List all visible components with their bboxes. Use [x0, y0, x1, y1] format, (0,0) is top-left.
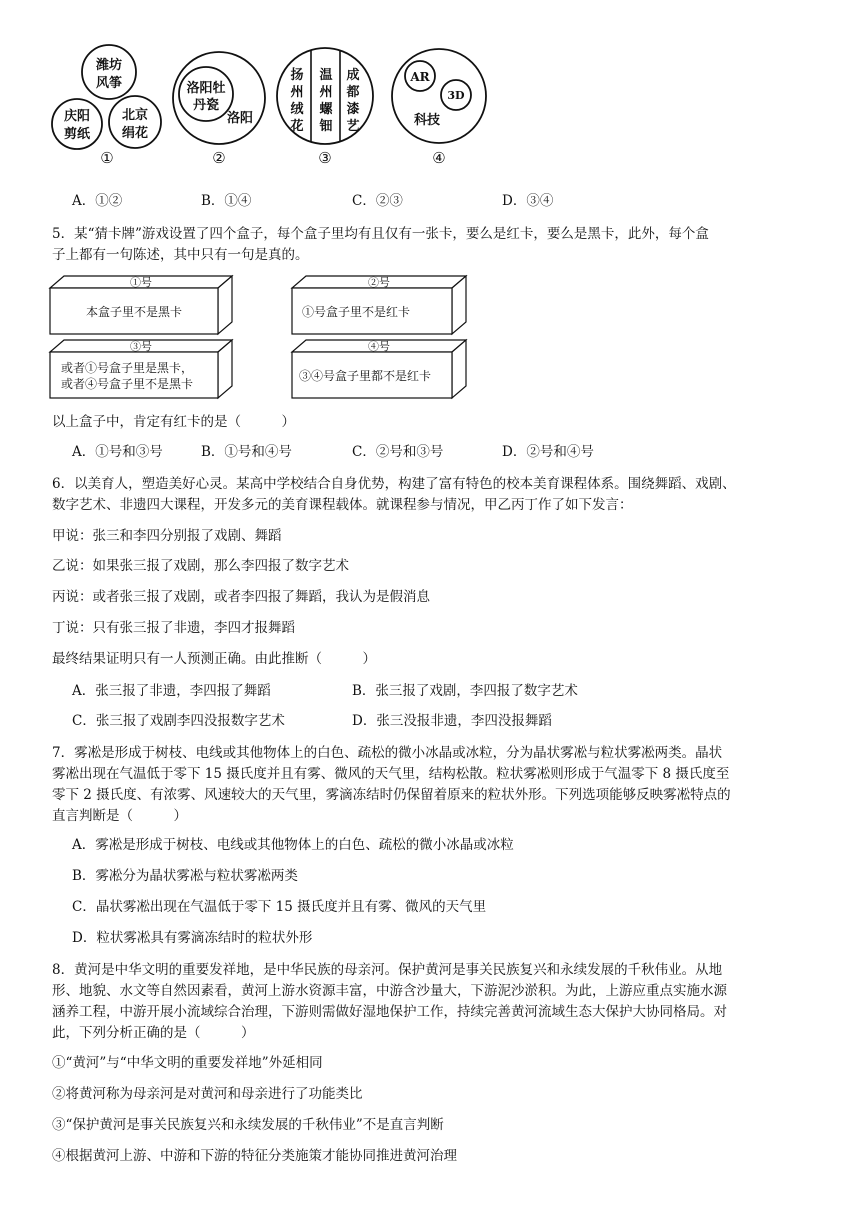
d4-ar: AR — [410, 70, 430, 84]
q8-stem-line-3: 涵养工程，中游开展小流域综合治理，下游则需做好湿地保护工作，持续完善黄河流域生态大保护大协同格局。对 — [52, 1004, 727, 1020]
q6-stem-line-2: 数字艺术、非遗四大课程，开发多元的美育课程载体。就课程参与情况，甲乙丙丁作了如下发言： — [52, 497, 633, 513]
d1-b-1: 庆阳 — [63, 109, 91, 124]
d4-3d: 3D — [447, 89, 465, 102]
q5-stem-line-1: 5．某“猜卡牌”游戏设置了四个盒子，每个盒子里均有且仅有一张卡，要么是红卡，要么是黑卡，此外，每个盒 — [52, 226, 709, 242]
d2-inner-2: 丹瓷 — [192, 98, 220, 113]
q5-option-a[interactable]: A．①号和③号 — [72, 444, 163, 460]
d1-a-1: 潍坊 — [95, 58, 123, 73]
diagram-1 — [52, 45, 161, 167]
box-2-number: ②号 — [368, 276, 390, 289]
d3-col3-2: 都 — [346, 85, 360, 100]
d3-col1-4: 花 — [290, 119, 304, 134]
q5-question: 以上盒子中，肯定有红卡的是（ ） — [52, 414, 295, 430]
diagram-2 — [173, 52, 265, 167]
q6-statement-yi: 乙说：如果张三报了戏剧，那么李四报了数字艺术 — [52, 558, 349, 574]
q6-option-b[interactable]: B．张三报了戏剧，李四报了数字艺术 — [352, 683, 578, 699]
d3-col2-1: 温 — [319, 68, 333, 83]
q5-box-figure — [0, 270, 860, 400]
box-1-text: 本盒子里不是黑卡 — [85, 305, 183, 319]
d1-b-2: 剪纸 — [63, 127, 91, 142]
q7-stem-line-3: 零下 2 摄氏度、有浓雾、风速较大的天气里，雾滴冻结时仍保留着原来的粒状外形。下列选项能够反映雾凇特点的 — [52, 787, 731, 803]
q6-statement-jia: 甲说：张三和李四分别报了戏剧、舞蹈 — [52, 528, 282, 544]
d3-col1-2: 州 — [290, 85, 304, 100]
q6-stem-line-1: 6．以美育人，塑造美好心灵。某高中学校结合自身优势，构建了富有特色的校本美育课程体系。围绕舞蹈、戏剧、 — [52, 476, 736, 492]
q4-option-c[interactable]: C．②③ — [352, 193, 403, 209]
box-3 — [50, 340, 232, 398]
d2-label: ② — [212, 149, 226, 167]
d3-col3-4: 艺 — [346, 119, 360, 134]
q8-item-2: ②将黄河称为母亲河是对黄河和母亲进行了功能类比 — [52, 1086, 363, 1102]
d1-c-2: 绢花 — [121, 126, 149, 141]
box-3-number: ③号 — [130, 340, 152, 353]
d2-inner-1: 洛阳牡 — [186, 81, 226, 96]
q5-option-d[interactable]: D．②号和④号 — [502, 444, 594, 460]
d4-label: ④ — [432, 149, 446, 167]
q5-option-c[interactable]: C．②号和③号 — [352, 444, 444, 460]
q4-option-d[interactable]: D．③④ — [502, 193, 554, 209]
q7-stem-line-1: 7．雾凇是形成于树枝、电线或其他物体上的白色、疏松的微小冰晶或冰粒，分为晶状雾凇与粒状雾凇两类。晶状 — [52, 745, 723, 761]
d3-col1-3: 绒 — [290, 102, 304, 117]
d3-col1-1: 扬 — [290, 68, 304, 83]
q8-item-1: ①“黄河”与“中华文明的重要发祥地”外延相同 — [52, 1055, 323, 1071]
q6-statement-bing: 丙说：或者张三报了戏剧，或者李四报了舞蹈，我认为是假消息 — [52, 589, 430, 605]
d3-col2-4: 钿 — [319, 119, 333, 134]
d3-col2-2: 州 — [319, 85, 333, 100]
q6-question: 最终结果证明只有一人预测正确。由此推断（ ） — [52, 651, 376, 667]
d3-col3-3: 漆 — [346, 102, 360, 117]
box-1 — [50, 276, 232, 334]
q7-option-a[interactable]: A．雾凇是形成于树枝、电线或其他物体上的白色、疏松的微小冰晶或冰粒 — [72, 837, 514, 853]
box-3-text-2: 或者④号盒子里不是黑卡 — [60, 377, 194, 391]
d3-label: ③ — [318, 149, 332, 167]
box-4-number: ④号 — [368, 340, 390, 353]
q8-stem-line-4: 此，下列分析正确的是（ ） — [52, 1025, 255, 1041]
box-4 — [292, 340, 466, 398]
box-1-number: ①号 — [130, 276, 152, 289]
diagram-3 — [277, 48, 373, 167]
q4-option-b[interactable]: B．①④ — [201, 193, 252, 209]
box-4-text: ③④号盒子里都不是红卡 — [298, 369, 432, 383]
q4-option-a[interactable]: A．①② — [72, 193, 123, 209]
q8-stem-line-2: 形、地貌、水文等自然因素看，黄河上游水资源丰富，中游含沙量大，下游泥沙淤积。为此，上游应重点实施水源 — [52, 983, 727, 999]
q7-option-d[interactable]: D．粒状雾凇具有雾滴冻结时的粒状外形 — [72, 930, 313, 946]
q8-item-3: ③“保护黄河是事关民族复兴和永续发展的千秋伟业”不是直言判断 — [52, 1117, 444, 1133]
q8-item-4: ④根据黄河上游、中游和下游的特征分类施策才能协同推进黄河治理 — [52, 1148, 457, 1164]
q7-stem-line-2: 雾凇出现在气温低于零下 15 摄氏度并且有雾、微风的天气里，结构松散。粒状雾凇则形成于气温零下 8 摄氏度至 — [52, 766, 730, 782]
q8-stem-line-1: 8．黄河是中华文明的重要发祥地，是中华民族的母亲河。保护黄河是事关民族复兴和永续发展的千秋伟业。从地 — [52, 962, 723, 978]
q6-statement-ding: 丁说：只有张三报了非遗，李四才报舞蹈 — [52, 620, 295, 636]
q7-option-c[interactable]: C．晶状雾凇出现在气温低于零下 15 摄氏度并且有雾、微风的天气里 — [72, 899, 487, 915]
d3-col3-1: 成 — [346, 68, 360, 83]
box-2 — [292, 276, 466, 334]
q7-option-b[interactable]: B．雾凇分为晶状雾凇与粒状雾凇两类 — [72, 868, 298, 884]
q4-venn-figure — [0, 0, 860, 180]
d1-c-1: 北京 — [121, 108, 149, 123]
d3-col2-3: 螺 — [319, 102, 333, 117]
d4-tech: 科技 — [413, 113, 441, 128]
q6-option-a[interactable]: A．张三报了非遗，李四报了舞蹈 — [72, 683, 271, 699]
q5-stem-line-2: 子上都有一句陈述，其中只有一句是真的。 — [52, 247, 309, 263]
box-3-text-1: 或者①号盒子里是黑卡， — [60, 361, 194, 375]
q7-stem-line-4: 直言判断是（ ） — [52, 808, 187, 824]
q5-option-b[interactable]: B．①号和④号 — [201, 444, 292, 460]
q6-option-c[interactable]: C．张三报了戏剧李四没报数字艺术 — [72, 713, 285, 729]
d1-label: ① — [100, 149, 114, 167]
q6-option-d[interactable]: D．张三没报非遗，李四没报舞蹈 — [352, 713, 552, 729]
d2-outer: 洛阳 — [226, 111, 254, 126]
diagram-4 — [392, 49, 486, 167]
d1-a-2: 风筝 — [95, 76, 123, 91]
box-2-text: ①号盒子里不是红卡 — [301, 305, 411, 319]
